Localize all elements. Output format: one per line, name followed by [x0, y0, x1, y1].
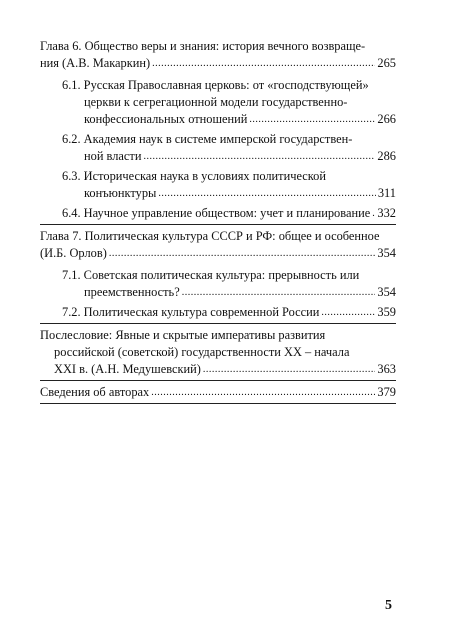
toc-entry-lastline [62, 185, 396, 202]
toc-entry-lastline [62, 111, 396, 128]
dot-leader [143, 152, 375, 162]
toc-entry-text: ния (А.В. Макаркин) [40, 56, 151, 70]
toc-entry-line: церкви к сегрегационной модели государственно- [84, 95, 348, 109]
toc-entry-lastline [62, 284, 396, 301]
toc-entry-lastline [62, 304, 396, 321]
toc-entry-text: 7.2. Политическая культура современной России [62, 305, 320, 319]
toc-entry-section-7-2[interactable] [40, 304, 396, 321]
toc-entry-authors[interactable] [40, 384, 396, 401]
toc-entry-line: 6.3. Историческая наука в условиях политической [62, 169, 326, 183]
toc-page-number: 363 [377, 362, 396, 376]
toc-entry-section-6-3[interactable] [40, 168, 396, 202]
toc-page-number: 265 [377, 56, 396, 70]
toc-entry-line: 7.1. Советская политическая культура: прерывность или [62, 268, 360, 282]
toc-page-number: 332 [377, 206, 396, 220]
toc-entry-lastline [40, 384, 396, 401]
toc-entry-line: 6.2. Академия наук в системе имперской государствен- [62, 132, 353, 146]
toc-entry-text: преемственность? [84, 285, 180, 299]
toc-entry-chapter-7[interactable] [40, 228, 396, 262]
toc-entry-text: XXI в. (А.Н. Медушевский) [54, 362, 201, 376]
toc-entry-line: Послесловие: Явные и скрытые императивы развития [40, 328, 326, 342]
toc-entry-text: ной власти [84, 149, 142, 163]
toc-entry-lastline [40, 55, 396, 72]
dot-leader [152, 59, 375, 69]
toc-page-number: 266 [377, 112, 396, 126]
toc-entry-lastline [62, 205, 396, 222]
toc-entry-text: конъюнктуры [84, 186, 157, 200]
toc-entry-afterword[interactable] [40, 327, 396, 378]
dot-leader [151, 388, 375, 398]
toc-page-number: 359 [377, 305, 396, 319]
dot-leader [182, 288, 376, 298]
toc-entry-text: (И.Б. Орлов) [40, 246, 107, 260]
toc-entry-section-7-1[interactable] [40, 267, 396, 301]
dot-leader [203, 365, 376, 375]
toc-page-number: 311 [377, 186, 396, 200]
toc-entry-text: конфессиональных отношений [84, 112, 248, 126]
toc-page-number: 379 [377, 385, 396, 399]
toc-entry-chapter-6[interactable] [40, 38, 396, 72]
toc-entry-line: российской (советской) государственности XX – начала [54, 345, 350, 359]
toc-entry-text: 6.4. Научное управление обществом: учет и планирование [62, 206, 371, 220]
toc-entry-line: 6.1. Русская Православная церковь: от «господствующей» [62, 78, 369, 92]
table-of-contents [40, 38, 396, 407]
divider [40, 224, 396, 225]
toc-page-number: 286 [377, 149, 396, 163]
dot-leader [372, 209, 375, 219]
toc-entry-line: Глава 6. Общество веры и знания: история вечного возвраще- [40, 39, 366, 53]
divider [40, 380, 396, 381]
toc-entry-lastline [62, 148, 396, 165]
toc-entry-section-6-1[interactable] [40, 77, 396, 128]
divider [40, 403, 396, 404]
toc-entry-lastline [40, 245, 396, 262]
dot-leader [321, 308, 375, 318]
page-number: 5 [385, 598, 392, 613]
toc-entry-section-6-4[interactable] [40, 205, 396, 222]
dot-leader [158, 189, 376, 199]
toc-entry-line: Глава 7. Политическая культура СССР и РФ: общее и особенное [40, 229, 380, 243]
toc-entry-section-6-2[interactable] [40, 131, 396, 165]
dot-leader [249, 115, 375, 125]
dot-leader [109, 249, 376, 259]
toc-page-number: 354 [377, 285, 396, 299]
divider [40, 323, 396, 324]
toc-page-number: 354 [377, 246, 396, 260]
toc-entry-lastline [40, 361, 396, 378]
toc-entry-text: Сведения об авторах [40, 385, 150, 399]
